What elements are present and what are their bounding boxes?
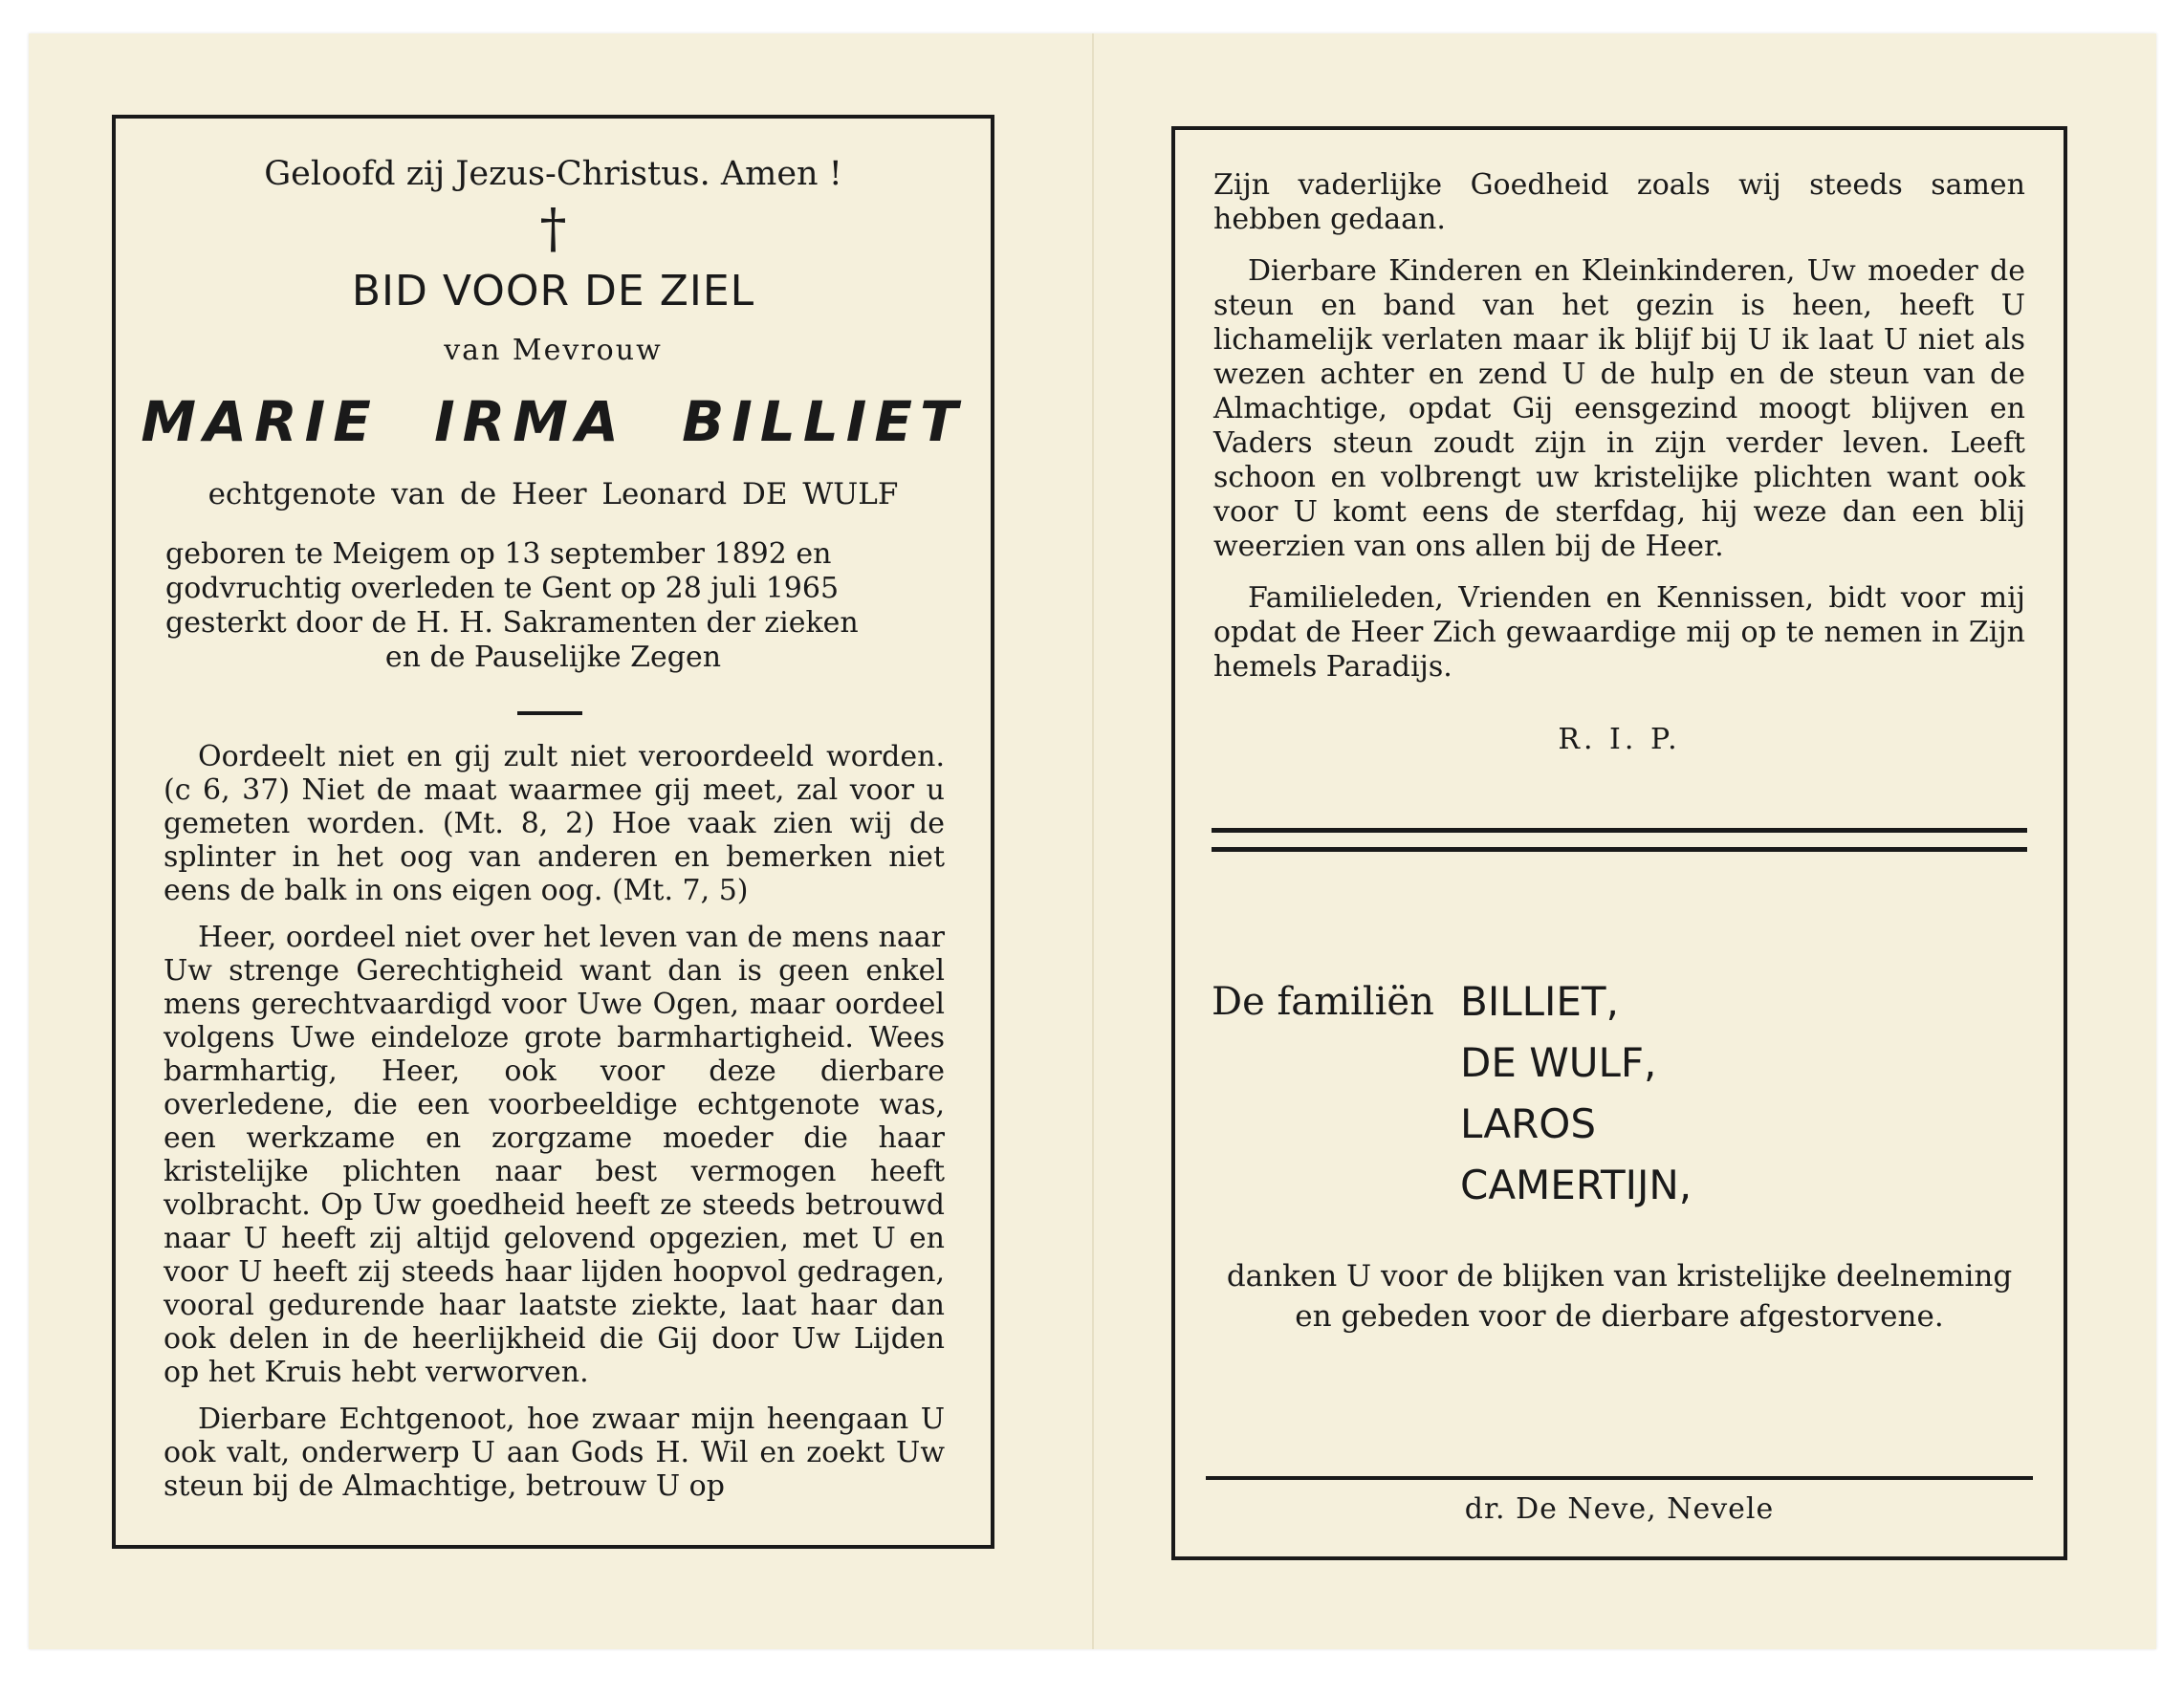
double-rule-bottom [1212, 847, 2027, 852]
family-name: DE WULF, [1460, 1039, 1657, 1086]
families-list [1460, 971, 1692, 1216]
blessing-line: en de Pauselijke Zegen [384, 641, 722, 674]
deceased-name: MARIE IRMA BILLIET [141, 389, 966, 454]
spouse-line: echtgenote van de Heer Leonard DE WULF [207, 477, 899, 511]
heading: BID VOOR DE ZIEL [351, 267, 755, 315]
death-line: godvruchtig overleden te Gent op 28 juli 1965 [165, 572, 840, 605]
right-panel [1171, 126, 2067, 1560]
prayer-paragraph: Zijn vaderlijke Goedheid zoals wij steeds samen hebben gedaan. [1213, 168, 2025, 236]
thanks-line: danken U voor de blijken van kristelijke deelneming [1226, 1259, 2013, 1294]
prayer-paragraph: Oordeelt niet en gij zult niet veroordeeld worden. (c 6, 37) Niet de maat waarmee gij meet, zal voor u gemeten worden. (Mt. 8, 2) Hoe vaak zien wij de splinter in het oog van anderen en bemerken niet eens de balk in ons eigen oog. (Mt. 7, 5) [164, 740, 945, 907]
honorific: van Mevrouw [444, 334, 663, 367]
prayer-paragraph: Dierbare Echtgenoot, hoe zwaar mijn heengaan U ook valt, onderwerp U aan Gods H. Wil en zoekt Uw steun bij de Almachtige, betrouw U op [164, 1402, 945, 1503]
double-rule-top [1212, 828, 2027, 833]
prayer-paragraph: Heer, oordeel niet over het leven van de mens naar Uw strenge Gerechtigheid want dan is geen enkel mens gerechtvaardigd voor Uwe Ogen, maar oordeel volgens Uwe eindeloze grote barmhartigheid. Wees barmhartig, Heer, ook voor deze dierbare overledene, die een voorbeeldige echtgenote was, een werkzame en zorgzame moeder die haar kristelijke plichten naar best vermogen heeft volbracht. Op Uw goedheid heeft ze steeds betrouwd naar U heeft zij altijd gelovend opgezien, met U en voor U heeft zij steeds haar lijden hoopvol gedragen, vooral gedurende haar laatste ziekte, laat haar dan ook delen in de heerlijkheid die Gij door Uw Lijden op het Kruis hebt verworven. [164, 921, 945, 1389]
families-label: De familiën [1212, 980, 1434, 1024]
greeting: Geloofd zij Jezus-Christus. Amen ! [264, 155, 842, 193]
birth-line: geboren te Meigem op 13 september 1892 en [165, 537, 832, 571]
rip-text: R. I. P. [1558, 723, 1681, 756]
life-dates [165, 537, 941, 675]
thanks-text [1204, 1256, 2035, 1337]
prayer-text [164, 740, 945, 1516]
thanks-line: en gebeden voor de dierbare afgestorvene. [1295, 1299, 1944, 1334]
family-name: BILLIET, [1460, 978, 1619, 1025]
prayer-continuation [1213, 168, 2025, 702]
prayer-paragraph: Familieleden, Vrienden en Kennissen, bidt voor mij opdat de Heer Zich gewaardige mij op te nemen in Zijn hemels Paradijs. [1213, 581, 2025, 684]
printer-credit: dr. De Neve, Nevele [1464, 1492, 1775, 1526]
left-panel [112, 115, 994, 1549]
family-name: CAMERTIJN, [1460, 1162, 1693, 1208]
prayer-paragraph: Dierbare Kinderen en Kleinkinderen, Uw moeder de steun en band van het gezin is heen, heeft U lichamelijk verlaten maar ik blijf bij U ik laat U niet als wezen achter en zend U de hulp en de steun van de Almachtige, opdat Gij eensgezind moogt blijven en Vaders steun zoudt zijn in zijn verder leven. Leeft schoon en volbrengt uw kristelijke plichten want ook voor U komt eens de sterfdag, hij weze dan een blij weerzien van ons allen bij de Heer. [1213, 254, 2025, 563]
card-fold [1092, 33, 1094, 1649]
sacraments-line: gesterkt door de H. H. Sakramenten der zieken [165, 606, 859, 640]
cross-icon: † [539, 198, 567, 260]
bottom-rule [1206, 1476, 2033, 1480]
divider [517, 711, 582, 715]
family-name: LAROS [1460, 1100, 1596, 1147]
